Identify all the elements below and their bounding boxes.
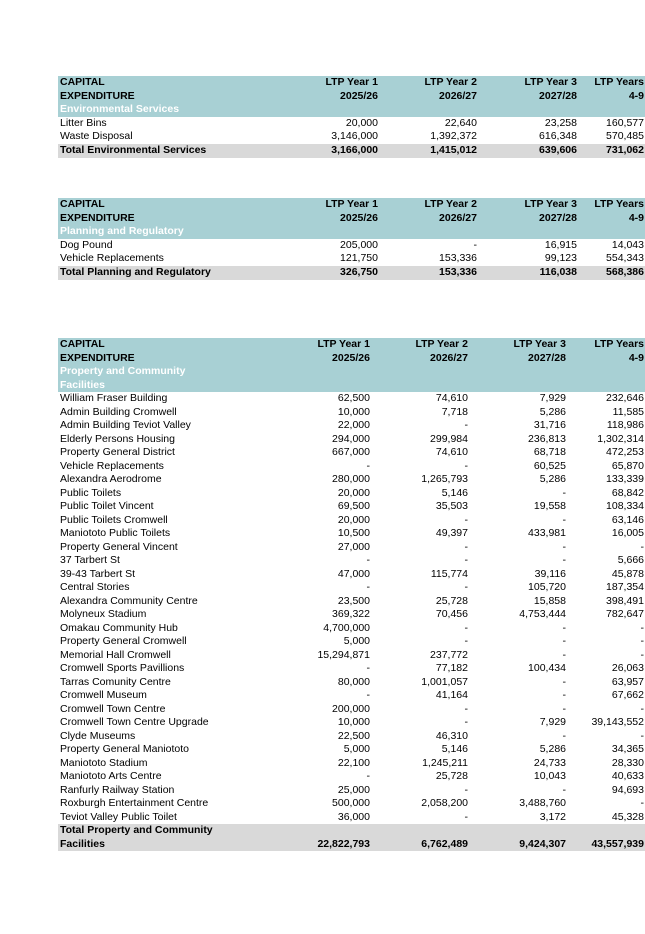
property-rows <box>58 392 645 824</box>
year2-value: 5,146 <box>441 486 468 499</box>
year1-total: 3,166,000 <box>260 144 380 158</box>
section-title: Environmental Services <box>58 103 645 117</box>
table-row <box>58 514 645 528</box>
header-row <box>58 338 645 352</box>
year2-value: 70,456 <box>435 608 468 620</box>
row-label: Tarras Comunity Centre <box>60 675 171 688</box>
year1-value: 10,500 <box>337 527 370 539</box>
row-label: Clyde Museums <box>60 729 136 742</box>
year3-value: 7,929 <box>539 392 566 404</box>
col-years49-period: 4-9 <box>568 352 645 366</box>
year1-value: 20,000 <box>345 116 378 129</box>
row-label: Maniototo Arts Centre <box>60 770 162 782</box>
total-label: Total Environmental Services <box>58 144 260 158</box>
year3-value: 100,434 <box>528 662 566 674</box>
col-year2-header: LTP Year 2 <box>380 76 479 90</box>
year2-value: 74,610 <box>435 446 468 458</box>
table-row <box>58 581 645 595</box>
row-label: Teviot Valley Public Toilet <box>60 810 177 823</box>
col-year1-header: LTP Year 1 <box>260 198 380 212</box>
row-label: Ranfurly Railway Station <box>60 783 175 796</box>
year2-value: 5,146 <box>441 743 468 755</box>
row-label: Property General Maniototo <box>60 743 189 755</box>
table-row <box>58 460 645 474</box>
environmental-services-table <box>58 76 645 158</box>
row-label: Admin Building Cromwell <box>60 405 177 418</box>
year1-value: 294,000 <box>332 432 370 445</box>
row-label: Omakau Community Hub <box>60 621 178 634</box>
year2-value: 46,310 <box>435 729 468 742</box>
year2-value: 1,245,211 <box>422 756 468 769</box>
year2-value: 41,164 <box>435 689 468 701</box>
col-year1-period: 2025/26 <box>260 90 380 104</box>
year1-value: 27,000 <box>337 540 370 553</box>
col-year2-header: LTP Year 2 <box>380 198 479 212</box>
years49-value: 108,334 <box>606 500 644 512</box>
years49-value: 232,646 <box>606 392 644 404</box>
table-row <box>58 662 645 676</box>
years49-value: 94,693 <box>611 783 644 796</box>
row-label: Maniototo Public Toilets <box>60 527 171 539</box>
year3-value: 60,525 <box>533 459 566 472</box>
years49-value: 472,253 <box>606 446 644 458</box>
year2-value: - <box>464 554 468 566</box>
year2-value: 1,392,372 <box>430 130 477 143</box>
year1-value: 22,100 <box>337 756 370 769</box>
year1-value: 23,500 <box>337 594 370 607</box>
year1-value: 667,000 <box>332 446 370 458</box>
total-row <box>58 266 645 280</box>
year2-value: - <box>464 621 468 634</box>
years49-total: 43,557,939 <box>568 838 645 852</box>
year2-total: 6,762,489 <box>372 838 470 852</box>
years49-value: 554,343 <box>606 252 644 265</box>
year2-value: 25,728 <box>435 594 468 607</box>
table-row <box>58 446 645 460</box>
years49-value: 45,878 <box>611 567 644 580</box>
table-row <box>58 252 645 266</box>
table-row <box>58 541 645 555</box>
row-label: Litter Bins <box>60 116 107 129</box>
years49-value: 398,491 <box>606 594 644 607</box>
year3-value: 31,716 <box>533 419 566 431</box>
year3-value: 5,286 <box>539 743 566 755</box>
year3-value: 5,286 <box>539 405 566 418</box>
col-years49-period: 4-9 <box>579 90 645 104</box>
col-year3-header: LTP Year 3 <box>470 338 568 352</box>
section-title: Planning and Regulatory <box>58 225 645 239</box>
year1-value: 22,500 <box>337 729 370 742</box>
years49-total: 568,386 <box>579 266 645 280</box>
year1-value: - <box>366 689 370 701</box>
header-row <box>58 198 645 212</box>
year2-value: - <box>473 238 477 251</box>
col-label-header: CAPITAL <box>58 198 260 212</box>
header-row <box>58 352 645 366</box>
table-row <box>58 239 645 253</box>
years49-value: 11,585 <box>612 405 644 418</box>
year3-value: - <box>562 554 566 566</box>
row-label: Elderly Persons Housing <box>60 432 175 445</box>
year3-value: 16,915 <box>544 238 577 251</box>
years49-value: 28,330 <box>611 756 644 769</box>
years49-value: - <box>640 702 644 715</box>
year2-value: - <box>464 513 468 526</box>
year1-value: - <box>366 770 370 782</box>
year3-value: 7,929 <box>539 716 566 728</box>
table-row <box>58 595 645 609</box>
years49-value: 187,354 <box>606 581 644 593</box>
year2-value: - <box>464 783 468 796</box>
year2-value: - <box>464 459 468 472</box>
years49-value: 160,577 <box>606 116 644 129</box>
year1-value: 3,146,000 <box>331 130 378 143</box>
year3-value: 24,733 <box>533 756 566 769</box>
row-label: Molyneux Stadium <box>60 608 147 620</box>
table-row <box>58 608 645 622</box>
years49-value: 1,302,314 <box>597 432 644 445</box>
year3-value: 5,286 <box>539 473 566 485</box>
year1-value: - <box>366 662 370 674</box>
year2-value: 74,610 <box>435 392 468 404</box>
col-year3-period: 2027/28 <box>479 90 579 104</box>
years49-value: - <box>640 648 644 661</box>
year2-value: - <box>464 702 468 715</box>
year1-value: 22,000 <box>337 419 370 431</box>
table-row <box>58 716 645 730</box>
year2-value: 153,336 <box>439 252 477 265</box>
header-row <box>58 212 645 226</box>
year1-value: 20,000 <box>337 486 370 499</box>
year2-value: 35,503 <box>435 500 468 512</box>
row-label: Waste Disposal <box>60 130 133 143</box>
col-year1-period: 2025/26 <box>260 212 380 226</box>
year1-value: 4,700,000 <box>323 621 370 634</box>
table-row <box>58 743 645 757</box>
year1-value: 80,000 <box>337 675 370 688</box>
table-row <box>58 811 645 825</box>
year3-value: - <box>562 689 566 701</box>
year2-total: 1,415,012 <box>380 144 479 158</box>
table-row <box>58 689 645 703</box>
year1-value: 121,750 <box>340 252 378 265</box>
table-row <box>58 784 645 798</box>
years49-value: 118,986 <box>606 419 644 431</box>
col-year1-header: LTP Year 1 <box>250 338 372 352</box>
year1-value: 20,000 <box>337 513 370 526</box>
year1-value: 500,000 <box>332 797 370 809</box>
years49-total: 731,062 <box>579 144 645 158</box>
year3-value: 105,720 <box>528 581 566 593</box>
year2-value: - <box>464 810 468 823</box>
col-year3-header: LTP Year 3 <box>479 198 579 212</box>
year3-value: - <box>562 486 566 499</box>
year1-value: 280,000 <box>332 473 370 485</box>
planning-regulatory-table <box>58 198 645 280</box>
years49-value: 63,146 <box>611 513 644 526</box>
year3-value: 10,043 <box>533 770 566 782</box>
row-label: 39-43 Tarbert St <box>60 567 136 580</box>
year3-value: - <box>562 621 566 634</box>
years49-value: 65,870 <box>611 459 644 472</box>
year2-value: - <box>464 635 468 647</box>
col-year2-header: LTP Year 2 <box>372 338 470 352</box>
table-row <box>58 117 645 131</box>
col-years49-header: LTP Years <box>579 198 645 212</box>
year3-value: 68,718 <box>533 446 566 458</box>
col-year1-header: LTP Year 1 <box>260 76 380 90</box>
col-year3-period: 2027/28 <box>470 352 568 366</box>
year1-total: 326,750 <box>260 266 380 280</box>
year3-value: - <box>562 675 566 688</box>
year3-value: - <box>562 513 566 526</box>
table-row <box>58 622 645 636</box>
years49-value: 133,339 <box>606 473 644 485</box>
years49-value: 26,063 <box>611 662 644 674</box>
table-row <box>58 770 645 784</box>
year3-total: 9,424,307 <box>470 838 568 852</box>
year3-value: - <box>562 635 566 647</box>
year2-value: 1,265,793 <box>421 473 468 485</box>
years49-value: 39,143,552 <box>591 716 644 728</box>
table-row <box>58 676 645 690</box>
row-label: Cromwell Museum <box>60 689 147 701</box>
years49-value: 34,365 <box>611 743 644 755</box>
year2-value: 49,397 <box>435 527 468 539</box>
total-label: Total Planning and Regulatory <box>58 266 260 280</box>
year2-value: - <box>464 419 468 431</box>
year3-value: 3,172 <box>539 810 566 823</box>
table-row <box>58 392 645 406</box>
section-title: Facilities <box>58 379 645 393</box>
table-row <box>58 568 645 582</box>
total-row <box>58 838 645 852</box>
row-label: Public Toilet Vincent <box>60 500 154 512</box>
year2-value: 7,718 <box>441 405 468 418</box>
row-label: Vehicle Replacements <box>60 459 164 472</box>
col-label-header: EXPENDITURE <box>58 90 260 104</box>
section-title: Property and Community <box>58 365 645 379</box>
year2-value: 299,984 <box>430 432 468 445</box>
year3-total: 639,606 <box>479 144 579 158</box>
year3-value: 236,813 <box>528 432 566 445</box>
row-label: Public Toilets <box>60 486 122 499</box>
table-row <box>58 130 645 144</box>
section-row <box>58 365 645 379</box>
year3-value: 616,348 <box>539 130 577 143</box>
year3-value: - <box>562 783 566 796</box>
col-year3-period: 2027/28 <box>479 212 579 226</box>
years49-value: 45,328 <box>611 810 644 823</box>
col-year2-period: 2026/27 <box>380 90 479 104</box>
table-row <box>58 419 645 433</box>
year1-value: 69,500 <box>337 500 370 512</box>
year2-value: 2,058,200 <box>421 797 468 809</box>
row-label: Cromwell Town Centre Upgrade <box>60 716 209 728</box>
section-row <box>58 225 645 239</box>
year1-value: 200,000 <box>332 702 370 715</box>
year3-value: 39,116 <box>534 567 566 580</box>
years49-value: - <box>640 540 644 553</box>
years49-value: 782,647 <box>606 608 644 620</box>
section-row <box>58 103 645 117</box>
col-label-header: CAPITAL <box>58 338 250 352</box>
col-years49-header: LTP Years <box>579 76 645 90</box>
table-row <box>58 757 645 771</box>
year1-value: 10,000 <box>337 716 370 728</box>
year1-value: 15,294,871 <box>317 648 370 661</box>
total-row <box>58 144 645 158</box>
year2-value: - <box>464 716 468 728</box>
year3-value: 3,488,760 <box>519 797 566 809</box>
table-row <box>58 500 645 514</box>
col-year1-period: 2025/26 <box>250 352 372 366</box>
header-row <box>58 76 645 90</box>
years49-value: - <box>640 635 644 647</box>
year3-value: - <box>562 540 566 553</box>
years49-value: - <box>640 797 644 809</box>
table-row <box>58 797 645 811</box>
year2-value: 77,182 <box>435 662 468 674</box>
section-row <box>58 379 645 393</box>
row-label: Maniototo Stadium <box>60 756 148 769</box>
years49-value: 570,485 <box>606 130 644 143</box>
years49-value: 40,633 <box>611 770 644 782</box>
row-label: Alexandra Community Centre <box>60 594 198 607</box>
year2-value: - <box>464 540 468 553</box>
year3-value: - <box>562 729 566 742</box>
years49-value: - <box>640 729 644 742</box>
row-label: Alexandra Aerodrome <box>60 473 162 485</box>
year3-value: - <box>562 702 566 715</box>
year3-value: 15,858 <box>533 594 566 607</box>
year1-value: 5,000 <box>343 635 370 647</box>
year1-value: - <box>366 459 370 472</box>
year2-value: 237,772 <box>430 648 468 661</box>
col-year3-header: LTP Year 3 <box>479 76 579 90</box>
table-row <box>58 635 645 649</box>
years49-value: 67,662 <box>611 689 644 701</box>
year2-value: 22,640 <box>444 116 477 129</box>
year1-value: - <box>366 554 370 566</box>
year1-value: 5,000 <box>343 743 370 755</box>
table-row <box>58 473 645 487</box>
year1-value: 25,000 <box>337 783 370 796</box>
row-label: Dog Pound <box>60 238 113 251</box>
year1-value: 369,322 <box>332 608 370 620</box>
header-row <box>58 90 645 104</box>
row-label: 37 Tarbert St <box>60 554 120 566</box>
col-year2-period: 2026/27 <box>372 352 470 366</box>
col-label-header: EXPENDITURE <box>58 352 250 366</box>
year2-value: 115,774 <box>430 567 468 580</box>
row-label: Property General Vincent <box>60 540 178 553</box>
year3-value: 433,981 <box>528 527 566 539</box>
year2-value: 25,728 <box>435 770 468 782</box>
table-row <box>58 649 645 663</box>
year3-value: 19,558 <box>533 500 566 512</box>
years49-value: 16,005 <box>611 527 644 539</box>
year2-value: 1,001,057 <box>421 675 468 688</box>
col-label-header: CAPITAL <box>58 76 260 90</box>
table-row <box>58 487 645 501</box>
row-label: Property General District <box>60 446 175 458</box>
year2-total: 153,336 <box>380 266 479 280</box>
row-label: William Fraser Building <box>60 392 168 404</box>
year2-value: - <box>464 581 468 593</box>
years49-value: 5,666 <box>617 554 644 566</box>
total-label: Total Property and Community <box>58 824 645 838</box>
year1-value: 36,000 <box>337 810 370 823</box>
row-label: Cromwell Sports Pavillions <box>60 662 185 674</box>
year1-value: 47,000 <box>337 567 370 580</box>
col-year2-period: 2026/27 <box>380 212 479 226</box>
row-label: Property General Cromwell <box>60 635 187 647</box>
row-label: Roxburgh Entertainment Centre <box>60 797 209 809</box>
col-years49-period: 4-9 <box>579 212 645 226</box>
col-years49-header: LTP Years <box>568 338 645 352</box>
total-label: Facilities <box>58 838 250 852</box>
property-community-table <box>58 338 645 851</box>
year1-value: 62,500 <box>337 392 370 404</box>
year1-total: 22,822,793 <box>250 838 372 852</box>
table-row <box>58 433 645 447</box>
table-row <box>58 703 645 717</box>
year3-total: 116,038 <box>479 266 579 280</box>
row-label: Cromwell Town Centre <box>60 702 166 715</box>
year3-value: 4,753,444 <box>519 608 566 620</box>
table-row <box>58 527 645 541</box>
table-row <box>58 730 645 744</box>
year3-value: - <box>562 648 566 661</box>
row-label: Memorial Hall Cromwell <box>60 648 171 661</box>
year1-value: 205,000 <box>340 238 378 251</box>
years49-value: - <box>640 621 644 634</box>
row-label: Central Stories <box>60 581 130 593</box>
year3-value: 99,123 <box>544 252 577 265</box>
table-row <box>58 406 645 420</box>
year1-value: 10,000 <box>337 405 370 418</box>
col-label-header: EXPENDITURE <box>58 212 260 226</box>
years49-value: 14,043 <box>611 238 644 251</box>
table-row <box>58 554 645 568</box>
row-label: Admin Building Teviot Valley <box>60 419 191 431</box>
years49-value: 63,957 <box>611 675 644 688</box>
total-row <box>58 824 645 838</box>
row-label: Vehicle Replacements <box>60 252 164 265</box>
row-label: Public Toilets Cromwell <box>60 513 168 526</box>
year3-value: 23,258 <box>544 116 577 129</box>
year1-value: - <box>366 581 370 593</box>
years49-value: 68,842 <box>611 486 644 499</box>
